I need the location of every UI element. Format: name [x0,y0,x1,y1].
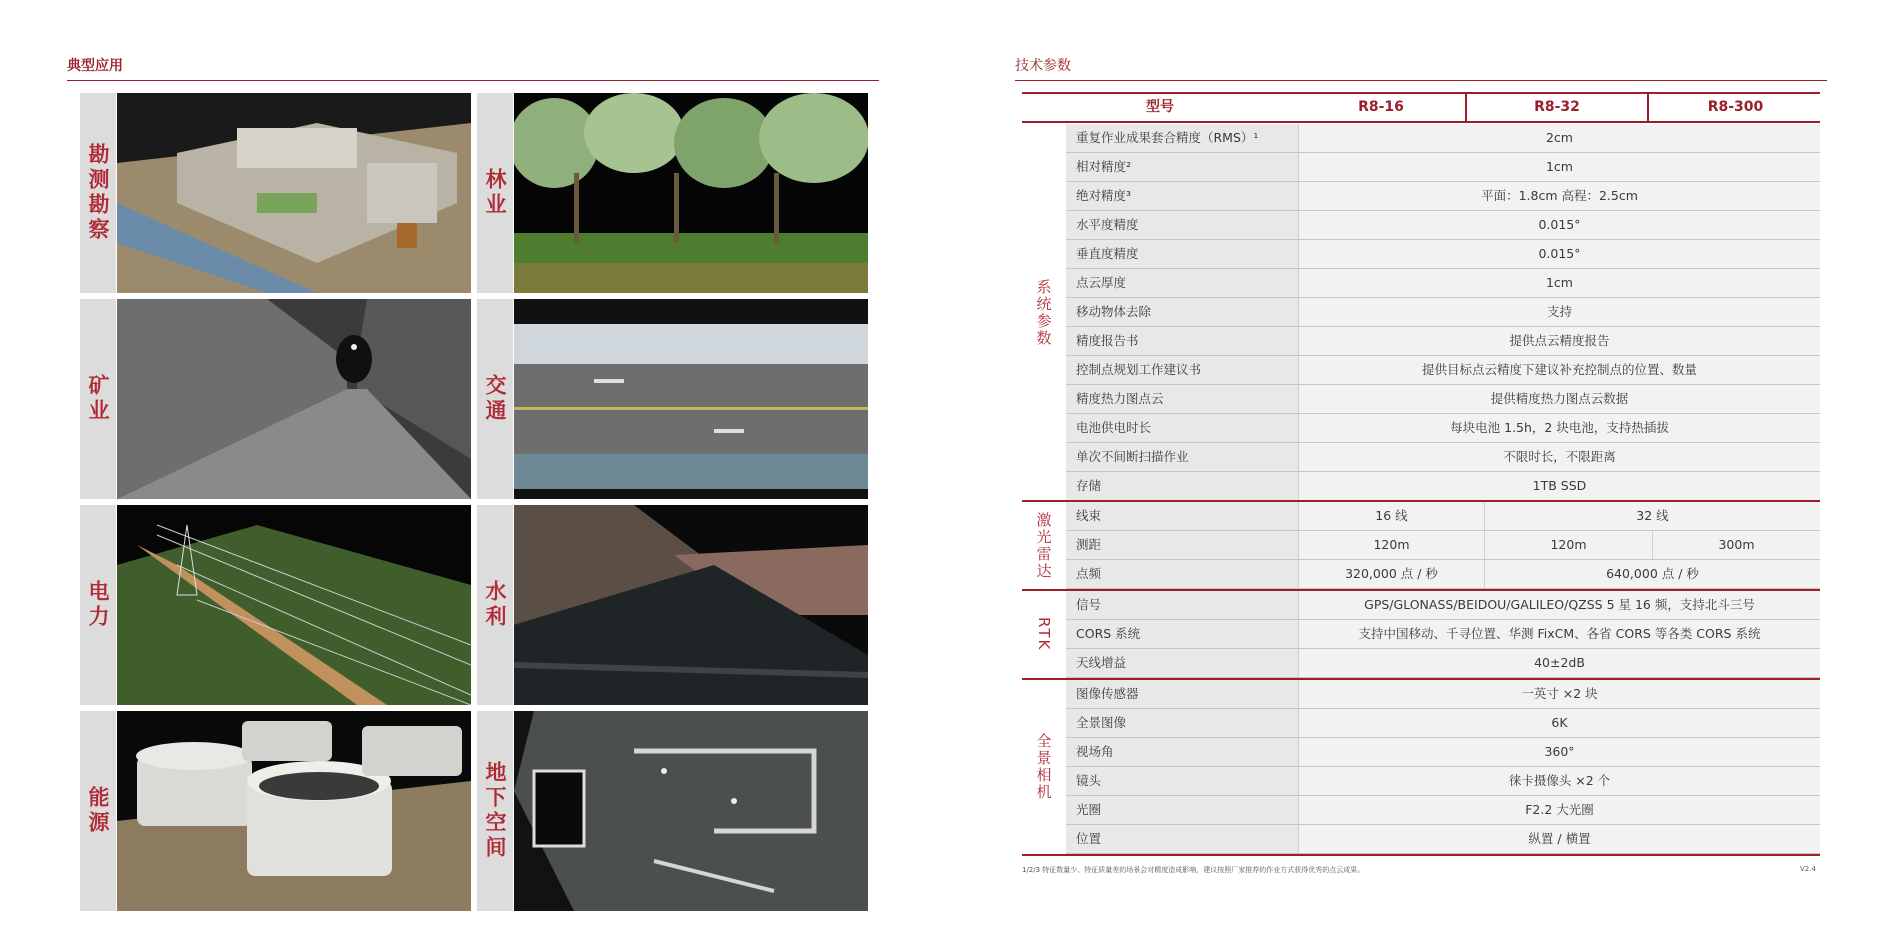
tile-label-forestry: 林业 [477,93,513,293]
table-row: 存储 1TB SSD [1066,472,1820,501]
spec-table-header [1022,92,1820,123]
version-label: V2.4 [1800,865,1816,873]
tile-label-underground: 地下空间 [477,711,513,911]
table-row: 点频 320,000 点 / 秒 640,000 点 / 秒 [1066,560,1820,589]
tile-label-water: 水利 [477,505,513,705]
table-row: 移动物体去除 支持 [1066,298,1820,327]
table-row: 垂直度精度 0.015° [1066,240,1820,269]
table-row: 重复作业成果套合精度（RMS）¹ 2cm [1066,124,1820,153]
table-row: 图像传感器 一英寸 ×2 块 [1066,680,1820,709]
header-r8-32: R8-32 [1465,94,1647,121]
table-row: 相对精度² 1cm [1066,153,1820,182]
tile-label-survey: 勘测勘察 [80,93,116,293]
header-r8-16: R8-16 [1358,99,1404,115]
header-model: 型号 [1146,99,1174,115]
right-heading: 技术参数 [1015,58,1071,74]
section-panoramic-camera: 全景相机 [1034,733,1053,801]
header-r8-300: R8-300 [1647,94,1822,121]
tile-label-power: 电力 [80,505,116,705]
table-row: 精度热力图点云 提供精度热力图点云数据 [1066,385,1820,414]
table-row: 天线增益 40±2dB [1066,649,1820,678]
table-row: CORS 系统 支持中国移动、千寻位置、华测 FixCM、各省 CORS 等各类 CORS 系统 [1066,620,1820,649]
tile-label-energy: 能源 [80,711,116,911]
table-row: 精度报告书 提供点云精度报告 [1066,327,1820,356]
table-row: 镜头 徕卡摄像头 ×2 个 [1066,767,1820,796]
table-row: 全景图像 6K [1066,709,1820,738]
table-row: 水平度精度 0.015° [1066,211,1820,240]
left-heading-rule [67,80,879,81]
photo-water-river [514,505,868,705]
photo-traffic-road [514,299,868,499]
table-row: 线束 16 线 32 线 [1066,502,1820,531]
table-row: 点云厚度 1cm [1066,269,1820,298]
photo-underground-space [514,711,868,911]
section-system-params: 系统参数 [1034,278,1053,347]
right-heading-rule [1015,80,1827,81]
table-row: 测距 120m 120m 300m [1066,531,1820,560]
table-bottom-rule [1022,854,1820,856]
table-row: 位置 纵置 / 横置 [1066,825,1820,854]
section-lidar: 激光雷达 [1034,511,1053,580]
tile-label-mining: 矿业 [80,299,116,499]
tile-label-traffic: 交通 [477,299,513,499]
table-row: 视场角 360° [1066,738,1820,767]
table-row: 绝对精度³ 平面：1.8cm 高程：2.5cm [1066,182,1820,211]
table-row: 电池供电时长 每块电池 1.5h，2 块电池，支持热插拔 [1066,414,1820,443]
photo-forestry-pointcloud [514,93,868,293]
photo-power-lines [117,505,471,705]
table-row: 单次不间断扫描作业 不限时长，不限距离 [1066,443,1820,472]
photo-mining-tunnel [117,299,471,499]
table-row: 控制点规划工作建议书 提供目标点云精度下建议补充控制点的位置、数量 [1066,356,1820,385]
photo-energy-tanks [117,711,471,911]
table-row: 信号 GPS/GLONASS/BEIDOU/GALILEO/QZSS 5 星 16 频，支持北斗三号 [1066,591,1820,620]
footnote: 1/2/3 特征数量少、特征质量差的场景会对精度造成影响，建议按照厂家推荐的作业方式获得优秀的点云成果。 [1022,866,1365,874]
left-heading: 典型应用 [67,58,123,74]
table-row: 光圈 F2.2 大光圈 [1066,796,1820,825]
photo-survey-pointcloud [117,93,471,293]
section-rtk: RTK [1035,617,1053,652]
